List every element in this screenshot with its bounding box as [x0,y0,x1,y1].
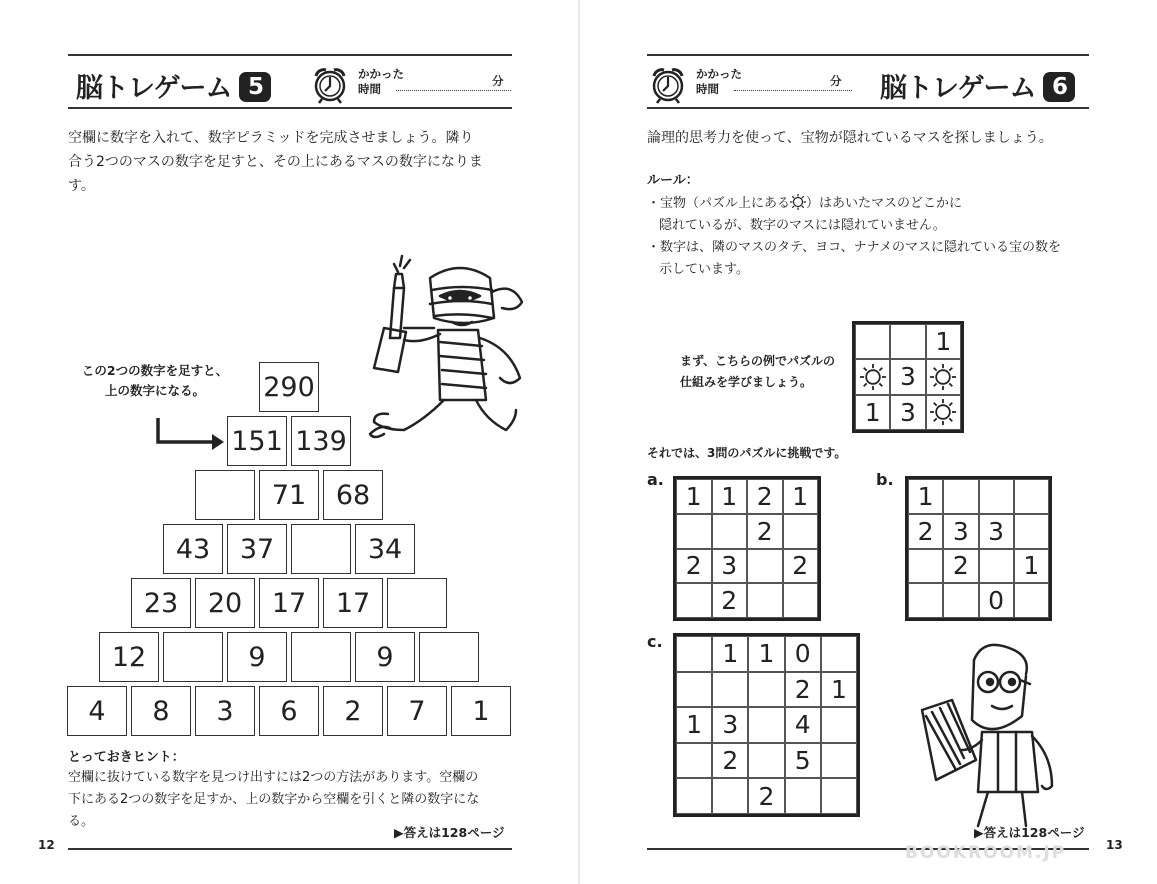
pyramid-cell: 290 [259,362,319,412]
puzzle-b-number-cell: 2 [908,514,943,549]
puzzle-b-empty-cell[interactable] [1014,583,1049,618]
hint-text: 空欄に抜けている数字を見つけ出すには2つの方法があります。空欄の 下にある2つの数字を足すか、上の数字から空欄を引くと隣の数字にな る。 [68,770,480,829]
puzzle-a-number-cell: 2 [712,583,748,618]
example-treasure-cell [855,359,890,394]
puzzle-a-empty-cell[interactable] [747,549,783,584]
treasure-sun-icon [790,194,806,210]
page-title: 脳トレゲーム 6 [880,66,1075,105]
pyramid-cell: 151 [227,416,287,466]
puzzle-c-empty-cell[interactable] [748,743,784,779]
puzzle-a-empty-cell[interactable] [783,514,819,549]
puzzle-c-number-cell: 3 [712,707,748,743]
puzzle-c-number-cell: 1 [748,636,784,672]
puzzle-a-number-cell: 1 [783,479,819,514]
example-treasure-cell [926,359,961,394]
pyramid-cell: 3 [195,686,255,736]
page-number: 13 [1106,838,1123,852]
pyramid-cell: 37 [227,524,287,574]
puzzle-a-number-cell: 2 [747,479,783,514]
pyramid-cell: 23 [131,578,191,628]
pyramid-blank-cell[interactable] [291,632,351,682]
puzzle-a-number-cell: 1 [676,479,712,514]
time-entry-line[interactable] [396,90,511,91]
puzzle-a-empty-cell[interactable] [747,583,783,618]
pyramid-cell: 17 [259,578,319,628]
puzzle-b-number-cell: 3 [979,514,1014,549]
timer-unit: 分 [492,74,504,88]
puzzle-c-number-cell: 1 [712,636,748,672]
left-page [0,0,578,884]
pyramid-cell: 4 [67,686,127,736]
puzzle-c-label: c. [647,632,663,651]
arrow-icon [150,416,230,452]
top-rule [647,54,1089,56]
example-treasure-cell [926,395,961,430]
puzzle-b-empty-cell[interactable] [1014,479,1049,514]
puzzle-b-empty-cell[interactable] [979,549,1014,584]
puzzle-b-label: b. [876,470,894,489]
pyramid-cell: 6 [259,686,319,736]
puzzle-c-empty-cell[interactable] [821,707,857,743]
example-number-cell: 1 [855,395,890,430]
puzzle-c-number-cell: 4 [785,707,821,743]
answer-reference: ▶答えは128ページ [974,825,1085,840]
puzzle-c-grid [673,633,860,817]
puzzle-b-empty-cell[interactable] [1014,514,1049,549]
top-rule [68,54,512,56]
challenge-text: それでは、3問のパズルに挑戦です。 [647,446,847,460]
puzzle-c-number-cell: 2 [712,743,748,779]
puzzle-b-empty-cell[interactable] [908,549,943,584]
instructions: 論理的思考力を使って、宝物が隠れているマスを探しましょう。 [647,130,1053,146]
treasure-sun-icon [930,364,956,390]
pyramid-blank-cell[interactable] [419,632,479,682]
page-title: 脳トレゲーム 5 [76,66,271,105]
puzzle-a-empty-cell[interactable] [783,583,819,618]
hint-title: とっておきヒント： [68,750,185,765]
right-page [580,0,1157,884]
bottom-rule [68,848,512,850]
timer-label: かかった 時間 [358,67,404,96]
puzzle-a-empty-cell[interactable] [712,514,748,549]
example-text: まず、こちらの例でパズルの 仕組みを学びましょう。 [680,354,836,389]
puzzle-c-empty-cell[interactable] [676,636,712,672]
puzzle-b-number-cell: 0 [979,583,1014,618]
answer-reference: ▶答えは128ページ [394,825,505,840]
rules-text: ・宝物（パズル上にある ）はあいたマスのどこかに 隠れているが、数字のマスには隠れていません。 ・数字は、隣のマスのタテ、ヨコ、ナナメのマスに隠れている宝の数を 示しています。 [647,196,1062,277]
pyramid-cell: 68 [323,470,383,520]
puzzle-c-empty-cell[interactable] [748,707,784,743]
puzzle-c-number-cell: 2 [785,672,821,708]
puzzle-b-empty-cell[interactable] [908,583,943,618]
puzzle-b-grid [905,476,1052,621]
header-rule [68,107,512,109]
puzzle-b-number-cell: 1 [908,479,943,514]
pyramid-cell: 20 [195,578,255,628]
puzzle-c-empty-cell[interactable] [712,778,748,814]
watermark: BOOKROOM.JP [905,843,1067,863]
puzzle-a-number-cell: 1 [712,479,748,514]
alarm-clock-icon [648,64,688,104]
puzzle-c-empty-cell[interactable] [821,743,857,779]
pyramid-cell: 2 [323,686,383,736]
puzzle-a-label: a. [647,470,664,489]
pyramid-blank-cell[interactable] [195,470,255,520]
page-number: 12 [38,838,55,852]
game-number-badge: 6 [1043,72,1075,102]
callout-text: この2つの数字を足すと、 上の数字になる。 [81,363,229,398]
pyramid-blank-cell[interactable] [163,632,223,682]
puzzle-c-number-cell: 5 [785,743,821,779]
puzzle-b-empty-cell[interactable] [943,583,978,618]
example-number-cell: 3 [890,359,925,394]
pyramid-cell: 1 [451,686,511,736]
example-number-cell: 3 [890,395,925,430]
timer-unit: 分 [830,74,842,88]
puzzle-b-number-cell: 2 [943,549,978,584]
puzzle-c-empty-cell[interactable] [821,778,857,814]
puzzle-c-empty-cell[interactable] [712,672,748,708]
example-empty-cell[interactable] [890,324,925,359]
puzzle-c-empty-cell[interactable] [676,778,712,814]
puzzle-a-number-cell: 2 [783,549,819,584]
puzzle-c-empty-cell[interactable] [821,636,857,672]
puzzle-a-grid [673,476,821,621]
puzzle-c-empty-cell[interactable] [676,743,712,779]
pyramid-cell: 9 [355,632,415,682]
puzzle-b-number-cell: 3 [943,514,978,549]
instructions: 空欄に数字を入れて、数字ピラミッドを完成させましょう。隣り 合う2つのマスの数字を足すと、その上にあるマスの数字になりま す。 [68,130,483,194]
pyramid-cell: 12 [99,632,159,682]
example-empty-cell[interactable] [855,324,890,359]
puzzle-c-number-cell: 1 [821,672,857,708]
alarm-clock-icon [310,64,350,104]
puzzle-b-empty-cell[interactable] [943,479,978,514]
puzzle-a-empty-cell[interactable] [676,583,712,618]
pyramid-cell: 17 [323,578,383,628]
puzzle-c-empty-cell[interactable] [785,778,821,814]
pyramid-cell: 7 [387,686,447,736]
puzzle-b-empty-cell[interactable] [979,479,1014,514]
mummy-illustration [360,238,540,458]
professor-illustration [902,640,1082,830]
header-rule [647,107,1089,109]
game-number-badge: 5 [239,72,271,102]
pyramid-cell: 139 [291,416,351,466]
puzzle-a-empty-cell[interactable] [676,514,712,549]
puzzle-c-empty-cell[interactable] [676,672,712,708]
rules-title: ルール： [647,173,699,188]
pyramid-cell: 43 [163,524,223,574]
puzzle-b-number-cell: 1 [1014,549,1049,584]
example-grid [852,321,964,433]
timer-label: かかった 時間 [696,67,742,96]
pyramid-cell: 9 [227,632,287,682]
puzzle-c-number-cell: 2 [748,778,784,814]
puzzle-a-number-cell: 2 [676,549,712,584]
pyramid-cell: 34 [355,524,415,574]
puzzle-c-empty-cell[interactable] [748,672,784,708]
pyramid-cell: 71 [259,470,319,520]
pyramid-blank-cell[interactable] [387,578,447,628]
pyramid-blank-cell[interactable] [291,524,351,574]
time-entry-line[interactable] [734,90,852,91]
puzzle-c-number-cell: 1 [676,707,712,743]
puzzle-c-number-cell: 0 [785,636,821,672]
puzzle-a-number-cell: 3 [712,549,748,584]
treasure-sun-icon [930,399,956,425]
puzzle-a-number-cell: 2 [747,514,783,549]
treasure-sun-icon [860,364,886,390]
example-number-cell: 1 [926,324,961,359]
pyramid-cell: 8 [131,686,191,736]
